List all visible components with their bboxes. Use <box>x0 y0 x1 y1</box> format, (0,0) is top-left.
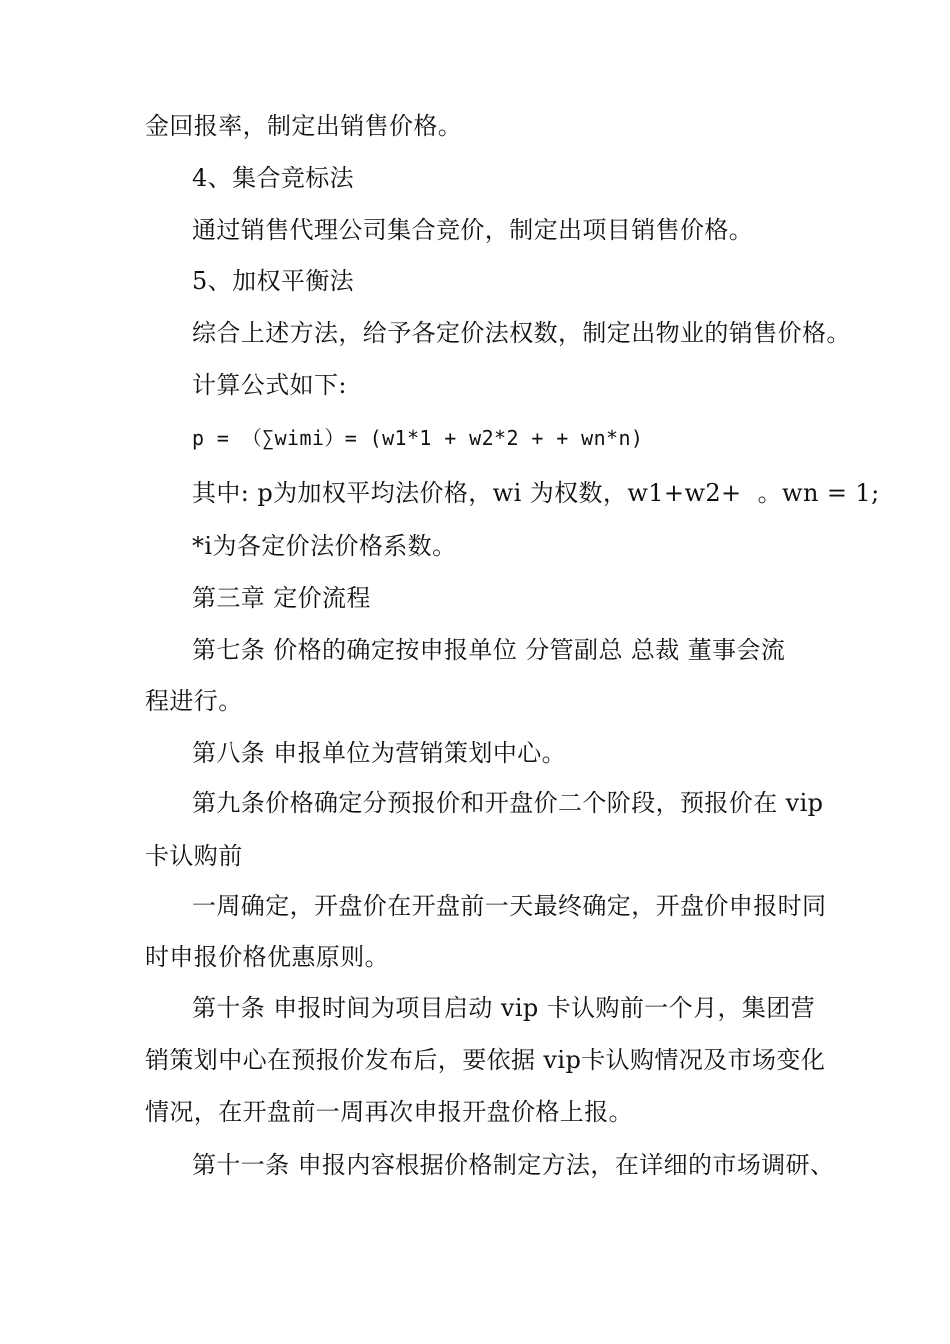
text-line: 其中: p为加权平均法价格，wi 为权数，w1+w2+ 。wn = 1; <box>192 479 880 507</box>
text-line: 程进行。 <box>145 687 243 715</box>
text-line: 第八条 申报单位为营销策划中心。 <box>192 739 567 767</box>
text-line: 第十条 申报时间为项目启动 vip 卡认购前一个月，集团营 <box>192 994 816 1022</box>
text-line: 第七条 价格的确定按申报单位 分管副总 总裁 董事会流 <box>192 636 786 664</box>
text-line: 第十一条 申报内容根据价格制定方法，在详细的市场调研、 <box>192 1151 835 1179</box>
text-line: 时申报价格优惠原则。 <box>145 943 389 971</box>
text-line: 通过销售代理公司集合竞价，制定出项目销售价格。 <box>192 216 754 244</box>
section-heading: 4、集合竞标法 <box>192 164 355 192</box>
text-line: 计算公式如下: <box>192 371 347 399</box>
text-line: 情况，在开盘前一周再次申报开盘价格上报。 <box>145 1098 633 1126</box>
text-line: 卡认购前 <box>145 842 243 870</box>
text-line: *i为各定价法价格系数。 <box>192 532 457 560</box>
text-line: 金回报率，制定出销售价格。 <box>145 112 463 140</box>
text-line: 销策划中心在预报价发布后，要依据 vip卡认购情况及市场变化 <box>145 1046 826 1074</box>
formula-line: p = （∑wimi）= (w1*1 + w2*2 + + wn*n) <box>192 426 644 450</box>
text-line: 综合上述方法，给予各定价法权数，制定出物业的销售价格。 <box>192 319 851 347</box>
text-line: 第九条价格确定分预报价和开盘价二个阶段，预报价在 vip <box>192 789 824 817</box>
text-line: 一周确定，开盘价在开盘前一天最终确定，开盘价申报时同 <box>192 892 827 920</box>
section-heading: 5、加权平衡法 <box>192 267 355 295</box>
chapter-heading: 第三章 定价流程 <box>192 584 371 612</box>
